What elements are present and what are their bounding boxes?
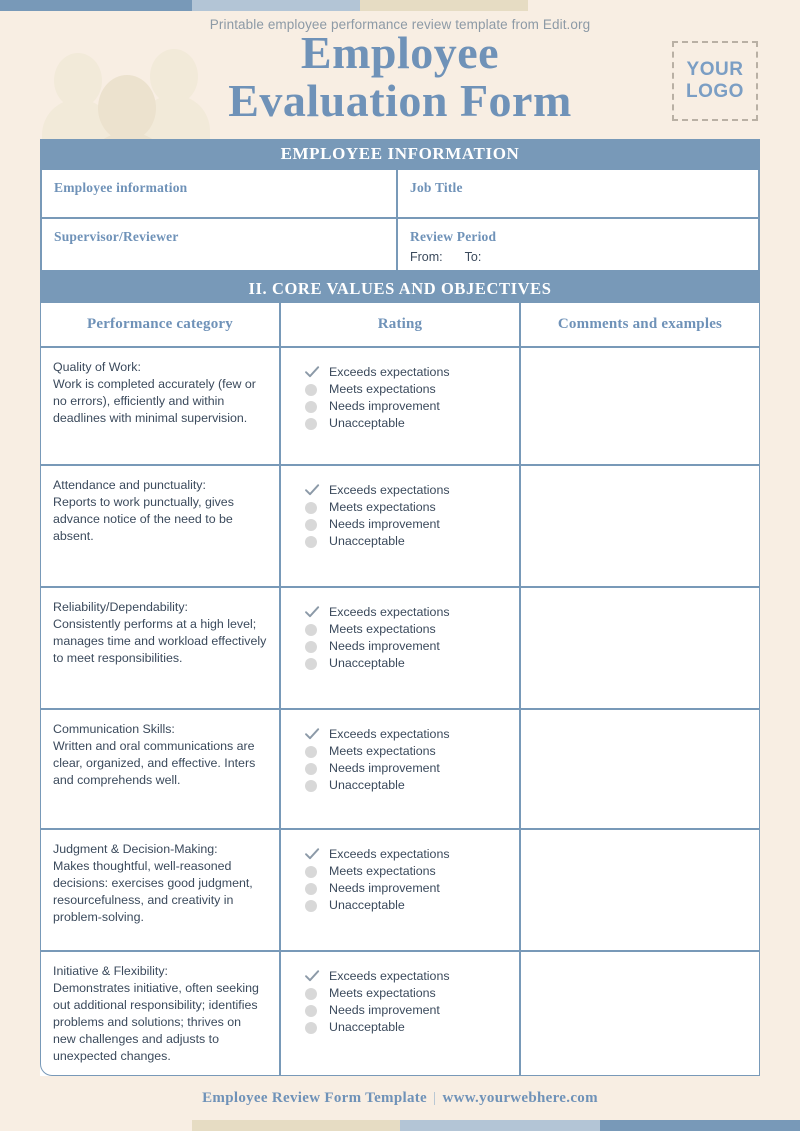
category-title: Initiative & Flexibility:: [53, 964, 168, 978]
rating-option[interactable]: [303, 516, 509, 533]
performance-category-cell: [40, 465, 280, 587]
top-decorative-bar: [0, 0, 800, 11]
bottom-bar-segment-beige: [192, 1120, 400, 1131]
radio-circle-icon[interactable]: [303, 381, 321, 398]
checkmark-icon[interactable]: [303, 968, 321, 985]
rating-option-label: Exceeds expectations: [329, 605, 450, 619]
category-title: Reliability/Dependability:: [53, 600, 188, 614]
rating-option-label: Exceeds expectations: [329, 727, 450, 741]
core-values-header: II. CORE VALUES AND OBJECTIVES: [40, 276, 760, 302]
radio-circle-icon[interactable]: [303, 499, 321, 516]
review-period-to-label: To:: [464, 250, 482, 264]
logo-placeholder-line-2: LOGO: [686, 81, 744, 102]
radio-circle-icon[interactable]: [303, 533, 321, 550]
footer-website[interactable]: www.yourwebhere.com: [442, 1090, 598, 1106]
rating-cell: [280, 587, 520, 709]
checkmark-icon[interactable]: [303, 364, 321, 381]
radio-circle-icon[interactable]: [303, 863, 321, 880]
rating-cell: [280, 347, 520, 465]
table-header-row: [40, 302, 760, 347]
table-row: [40, 709, 760, 829]
rating-option[interactable]: [303, 1002, 509, 1019]
rating-option[interactable]: [303, 604, 509, 621]
rating-option-label: Needs improvement: [329, 881, 440, 895]
bottom-bar-segment-light-blue: [400, 1120, 600, 1131]
employee-information-grid: [40, 168, 760, 270]
table-row: [40, 347, 760, 465]
radio-circle-icon[interactable]: [303, 1002, 321, 1019]
rating-option-label: Unacceptable: [329, 778, 405, 792]
radio-circle-icon[interactable]: [303, 897, 321, 914]
rating-option-label: Needs improvement: [329, 761, 440, 775]
category-description: Makes thoughtful, well-reasoned decisions: exercises good judgment, resourcefulness, and creativity in problem-solving.: [53, 859, 253, 924]
footer-title: Employee Review Form Template: [202, 1090, 428, 1106]
rating-option-label: Exceeds expectations: [329, 969, 450, 983]
rating-option[interactable]: [303, 743, 509, 760]
rating-option-label: Meets expectations: [329, 622, 436, 636]
rating-cell: [280, 829, 520, 951]
table-row: [40, 587, 760, 709]
table-row: [40, 951, 760, 1076]
logo-placeholder-line-1: YOUR: [686, 59, 744, 80]
category-description: Written and oral communications are clear, organized, and effective. Inters and comprehends well.: [53, 739, 256, 787]
radio-circle-icon[interactable]: [303, 655, 321, 672]
rating-cell: [280, 465, 520, 587]
bottom-decorative-bar: [0, 1120, 800, 1131]
rating-option[interactable]: [303, 364, 509, 381]
field-label: Job Title: [410, 180, 463, 195]
rating-option[interactable]: [303, 482, 509, 499]
rating-option-label: Meets expectations: [329, 864, 436, 878]
table-body: [40, 347, 760, 1076]
employee-information-header: EMPLOYEE INFORMATION: [40, 139, 760, 168]
column-header-rating: Rating: [280, 302, 520, 347]
comments-cell[interactable]: [520, 951, 760, 1076]
page-footer: [40, 1090, 760, 1107]
top-bar-segment-cream: [528, 0, 800, 11]
radio-circle-icon[interactable]: [303, 638, 321, 655]
table-row: [40, 829, 760, 951]
review-period-range: [410, 250, 746, 264]
category-description: Reports to work punctually, gives advance notice of the need to be absent.: [53, 495, 234, 543]
page-canvas: [0, 11, 800, 1120]
rating-option-label: Needs improvement: [329, 1003, 440, 1017]
category-description: Demonstrates initiative, often seeking out additional responsibility; identifies problems and solutions; thrives on new challenges and adjusts to unexpected changes.: [53, 981, 259, 1063]
checkmark-icon[interactable]: [303, 604, 321, 621]
radio-circle-icon[interactable]: [303, 621, 321, 638]
review-period-from-label: From:: [410, 250, 443, 264]
rating-option-label: Exceeds expectations: [329, 365, 450, 379]
category-title: Quality of Work:: [53, 360, 141, 374]
rating-option[interactable]: [303, 880, 509, 897]
rating-option[interactable]: [303, 968, 509, 985]
comments-cell[interactable]: [520, 587, 760, 709]
rating-option-label: Needs improvement: [329, 399, 440, 413]
rating-cell: [280, 951, 520, 1076]
rating-option-label: Meets expectations: [329, 744, 436, 758]
radio-circle-icon[interactable]: [303, 398, 321, 415]
rating-option-label: Meets expectations: [329, 382, 436, 396]
rating-option-label: Meets expectations: [329, 500, 436, 514]
rating-option[interactable]: [303, 415, 509, 432]
top-bar-segment-beige: [360, 0, 528, 11]
rating-cell: [280, 709, 520, 829]
bottom-bar-segment-cream: [0, 1120, 192, 1131]
rating-option-label: Meets expectations: [329, 986, 436, 1000]
comments-cell[interactable]: [520, 347, 760, 465]
performance-category-cell: [40, 951, 280, 1076]
page-title-line-2: Evaluation Form: [228, 75, 572, 126]
category-title: Judgment & Decision-Making:: [53, 842, 218, 856]
logo-placeholder[interactable]: [672, 41, 758, 121]
rating-option[interactable]: [303, 655, 509, 672]
rating-option[interactable]: [303, 381, 509, 398]
evaluation-form: [40, 139, 760, 1107]
rating-option[interactable]: [303, 621, 509, 638]
performance-category-cell: [40, 829, 280, 951]
checkmark-icon[interactable]: [303, 482, 321, 499]
rating-option[interactable]: [303, 533, 509, 550]
rating-option-label: Exceeds expectations: [329, 483, 450, 497]
rating-option[interactable]: [303, 726, 509, 743]
rating-option[interactable]: [303, 1019, 509, 1036]
rating-option-label: Needs improvement: [329, 517, 440, 531]
category-description: Work is completed accurately (few or no errors), efficiently and within deadlines with minimal supervision.: [53, 377, 256, 425]
rating-option[interactable]: [303, 846, 509, 863]
radio-circle-icon[interactable]: [303, 880, 321, 897]
rating-option-label: Unacceptable: [329, 416, 405, 430]
rating-option[interactable]: [303, 638, 509, 655]
field-label: Employee information: [54, 180, 188, 195]
radio-circle-icon[interactable]: [303, 415, 321, 432]
top-bar-segment-light-blue: [192, 0, 360, 11]
rating-option[interactable]: [303, 897, 509, 914]
table-row: [40, 465, 760, 587]
top-bar-segment-dark-blue: [0, 0, 192, 11]
field-job-title[interactable]: [398, 170, 758, 217]
rating-option[interactable]: [303, 499, 509, 516]
category-description: Consistently performs at a high level; manages time and workload effectively to meet responsibilities.: [53, 617, 267, 665]
field-review-period[interactable]: [398, 219, 758, 270]
radio-circle-icon[interactable]: [303, 1019, 321, 1036]
checkmark-icon[interactable]: [303, 726, 321, 743]
field-employee-information[interactable]: [42, 170, 396, 217]
rating-option-label: Exceeds expectations: [329, 847, 450, 861]
core-values-table: [40, 302, 760, 1076]
page-title-line-1: Employee: [300, 27, 500, 78]
column-header-comments: Comments and examples: [520, 302, 760, 347]
rating-option-label: Unacceptable: [329, 898, 405, 912]
radio-circle-icon[interactable]: [303, 516, 321, 533]
field-supervisor-reviewer[interactable]: [42, 219, 396, 270]
rating-option[interactable]: [303, 863, 509, 880]
rating-option[interactable]: [303, 398, 509, 415]
category-title: Communication Skills:: [53, 722, 175, 736]
rating-option[interactable]: [303, 985, 509, 1002]
field-label: Supervisor/Reviewer: [54, 229, 179, 244]
field-label: Review Period: [410, 229, 497, 244]
rating-option-label: Unacceptable: [329, 656, 405, 670]
category-title: Attendance and punctuality:: [53, 478, 206, 492]
rating-option-label: Unacceptable: [329, 534, 405, 548]
page-header: [0, 11, 800, 139]
performance-category-cell: [40, 709, 280, 829]
rating-option-label: Unacceptable: [329, 1020, 405, 1034]
column-header-performance-category: Performance category: [40, 302, 280, 347]
performance-category-cell: [40, 347, 280, 465]
tagline: Printable employee performance review template from Edit.org: [209, 17, 591, 32]
checkmark-icon[interactable]: [303, 846, 321, 863]
comments-cell[interactable]: [520, 465, 760, 587]
rating-option-label: Needs improvement: [329, 639, 440, 653]
bottom-bar-segment-dark-blue: [600, 1120, 800, 1131]
radio-circle-icon[interactable]: [303, 743, 321, 760]
rating-option[interactable]: [303, 760, 509, 777]
radio-circle-icon[interactable]: [303, 760, 321, 777]
footer-separator: |: [433, 1090, 437, 1106]
rating-option[interactable]: [303, 777, 509, 794]
radio-circle-icon[interactable]: [303, 777, 321, 794]
comments-cell[interactable]: [520, 829, 760, 951]
comments-cell[interactable]: [520, 709, 760, 829]
radio-circle-icon[interactable]: [303, 985, 321, 1002]
performance-category-cell: [40, 587, 280, 709]
